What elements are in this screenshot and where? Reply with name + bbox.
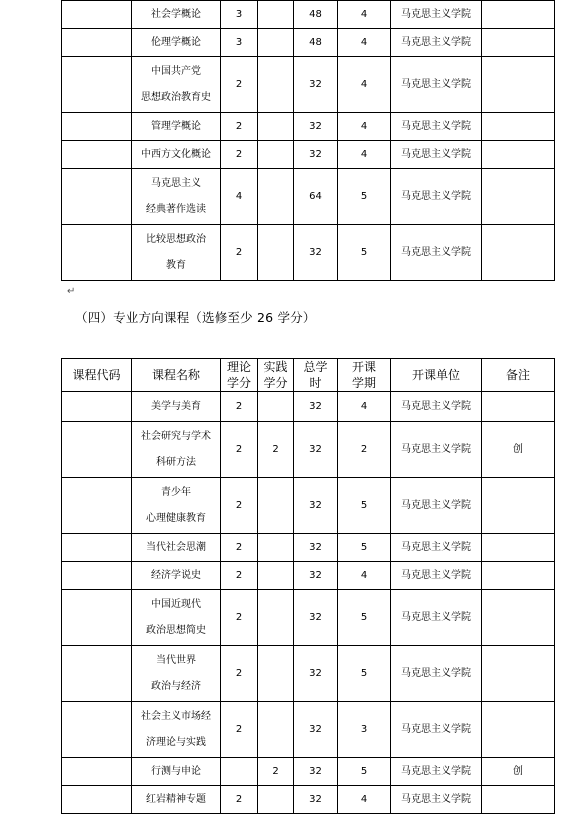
cell-code [62,422,132,478]
table-row [62,1,555,29]
cell-practice: 2 [258,422,294,478]
table-row [62,29,555,57]
cell-hours: 32 [294,646,338,702]
cell-semester: 5 [338,534,391,562]
course-name-line: 伦理学概论 [151,36,201,48]
cell-hours: 32 [294,225,338,281]
course-name-line: 思想政治教育史 [141,91,211,103]
header-unit: 开课单位 [391,359,482,392]
cell-code [62,29,132,57]
cell-hours: 48 [294,1,338,29]
cell-theory: 2 [221,141,258,169]
cell-unit: 马克思主义学院 [391,562,482,590]
cell-semester: 5 [338,478,391,534]
course-name-line: 管理学概论 [151,120,201,132]
cell-practice [258,562,294,590]
cell-unit: 马克思主义学院 [391,169,482,225]
cell-note [482,702,555,758]
course-name-line: 政治与经济 [151,680,201,692]
cell-unit: 马克思主义学院 [391,1,482,29]
cell-unit: 马克思主义学院 [391,646,482,702]
cell-unit: 马克思主义学院 [391,478,482,534]
cell-note [482,534,555,562]
table-row [62,141,555,169]
course-name-line: 中西方文化概论 [141,148,211,160]
cell-semester: 4 [338,141,391,169]
cell-theory: 2 [221,392,258,422]
table-row [62,758,555,786]
cell-code [62,758,132,786]
cell-note [482,57,555,113]
course-name-line: 社会研究与学术 [141,430,211,442]
course-name-line: 行测与申论 [151,765,201,777]
cell-hours: 32 [294,422,338,478]
cell-name [132,534,221,562]
cell-code [62,478,132,534]
table-row [62,786,555,814]
cell-note [482,646,555,702]
cell-practice [258,786,294,814]
cell-practice [258,392,294,422]
cell-name [132,702,221,758]
cell-practice [258,57,294,113]
course-name-line: 马克思主义 [151,177,201,189]
course-name-line: 心理健康教育 [146,512,206,524]
cell-theory: 2 [221,646,258,702]
cell-note [482,562,555,590]
cell-note [482,392,555,422]
cell-unit: 马克思主义学院 [391,758,482,786]
cell-unit: 马克思主义学院 [391,702,482,758]
cell-practice [258,113,294,141]
cell-hours: 48 [294,29,338,57]
course-name-line: 科研方法 [156,456,196,468]
cell-semester: 4 [338,29,391,57]
cell-practice [258,646,294,702]
header-course-code: 课程代码 [62,359,132,392]
cell-code [62,57,132,113]
cell-semester: 5 [338,169,391,225]
course-name-line: 美学与美育 [151,400,201,412]
cell-code [62,1,132,29]
cell-semester: 5 [338,225,391,281]
cell-theory: 4 [221,169,258,225]
cell-hours: 32 [294,590,338,646]
cell-theory: 2 [221,590,258,646]
cell-practice [258,225,294,281]
cell-note [482,590,555,646]
table-row [62,169,555,225]
cell-practice [258,141,294,169]
cell-note [482,113,555,141]
cell-code [62,392,132,422]
cell-hours: 32 [294,786,338,814]
table-row [62,590,555,646]
cell-name [132,1,221,29]
cell-practice [258,590,294,646]
cell-semester: 4 [338,1,391,29]
cell-theory: 2 [221,478,258,534]
header-practice-credits: 实践 学分 [258,359,294,392]
cell-name [132,758,221,786]
cell-semester: 3 [338,702,391,758]
cell-semester: 5 [338,646,391,702]
cell-semester: 5 [338,758,391,786]
cell-code [62,786,132,814]
course-name-line: 济理论与实践 [146,736,206,748]
table-row [62,422,555,478]
course-name-line: 比较思想政治 [146,233,206,245]
cell-hours: 64 [294,169,338,225]
table-row [62,57,555,113]
table-row [62,225,555,281]
cell-theory: 2 [221,786,258,814]
cell-theory: 2 [221,113,258,141]
cell-hours: 32 [294,141,338,169]
header-semester: 开课 学期 [338,359,391,392]
cell-name [132,169,221,225]
cell-unit: 马克思主义学院 [391,225,482,281]
cell-note [482,29,555,57]
header-theory-credits: 理论 学分 [221,359,258,392]
course-name-line: 教育 [166,259,186,271]
course-name-line: 中国近现代 [151,598,201,610]
cell-unit: 马克思主义学院 [391,392,482,422]
cell-theory: 2 [221,702,258,758]
cell-unit: 马克思主义学院 [391,141,482,169]
table-row [62,646,555,702]
cell-note: 创 [482,758,555,786]
cell-semester: 4 [338,57,391,113]
course-name-line: 青少年 [161,486,191,498]
cell-note [482,478,555,534]
cell-hours: 32 [294,534,338,562]
cell-note [482,786,555,814]
cell-code [62,169,132,225]
cell-code [62,646,132,702]
table-row [62,702,555,758]
cell-semester: 4 [338,562,391,590]
cell-code [62,562,132,590]
course-name-line: 经济学说史 [151,569,201,581]
cell-name [132,590,221,646]
cell-practice [258,534,294,562]
cell-unit: 马克思主义学院 [391,590,482,646]
cell-unit: 马克思主义学院 [391,534,482,562]
header-total-hours: 总学 时 [294,359,338,392]
cell-name [132,478,221,534]
cell-name [132,392,221,422]
cell-semester: 4 [338,786,391,814]
cell-code [62,590,132,646]
cell-theory: 2 [221,57,258,113]
course-name-line: 社会主义市场经 [141,710,211,722]
cell-name [132,113,221,141]
cell-note [482,225,555,281]
cell-theory: 3 [221,1,258,29]
cell-unit: 马克思主义学院 [391,786,482,814]
cell-semester: 2 [338,422,391,478]
course-name-line: 当代社会思潮 [146,541,206,553]
cell-practice [258,1,294,29]
cell-practice [258,169,294,225]
cell-theory: 2 [221,562,258,590]
section-heading: （四）专业方向课程（选修至少 26 学分） [75,310,316,325]
cell-code [62,225,132,281]
cell-theory: 2 [221,422,258,478]
cell-hours: 32 [294,57,338,113]
course-name-line: 当代世界 [156,654,196,666]
cell-semester: 5 [338,590,391,646]
cell-name [132,225,221,281]
cell-hours: 32 [294,478,338,534]
cell-practice: 2 [258,758,294,786]
cell-semester: 4 [338,392,391,422]
course-table-top [61,0,555,281]
cell-name [132,29,221,57]
cell-code [62,534,132,562]
cell-practice [258,29,294,57]
cell-hours: 32 [294,758,338,786]
cell-theory: 2 [221,225,258,281]
cell-code [62,702,132,758]
course-name-line: 政治思想简史 [146,624,206,636]
cell-note [482,169,555,225]
cell-theory [221,758,258,786]
cell-hours: 32 [294,702,338,758]
cell-hours: 32 [294,113,338,141]
cell-practice [258,702,294,758]
table-header-row [62,359,555,392]
cell-name [132,786,221,814]
cell-theory: 3 [221,29,258,57]
course-name-line: 红岩精神专题 [146,793,206,805]
cell-code [62,113,132,141]
cell-unit: 马克思主义学院 [391,422,482,478]
cell-semester: 4 [338,113,391,141]
cell-name [132,646,221,702]
cell-name [132,422,221,478]
cell-unit: 马克思主义学院 [391,29,482,57]
cell-theory: 2 [221,534,258,562]
table-row [62,478,555,534]
header-course-name: 课程名称 [132,359,221,392]
course-name-line: 经典著作选读 [146,203,206,215]
table-row [62,113,555,141]
cell-practice [258,478,294,534]
cell-unit: 马克思主义学院 [391,113,482,141]
table-row [62,392,555,422]
table-row [62,534,555,562]
cell-note [482,141,555,169]
cell-unit: 马克思主义学院 [391,57,482,113]
header-note: 备注 [482,359,555,392]
course-name-line: 中国共产党 [151,65,201,77]
cell-note: 创 [482,422,555,478]
cell-hours: 32 [294,562,338,590]
cell-name [132,141,221,169]
cell-name [132,57,221,113]
table-row [62,562,555,590]
cell-name [132,562,221,590]
paragraph-mark: ↵ [67,286,76,297]
course-table-elective [61,358,555,814]
course-name-line: 社会学概论 [151,8,201,20]
cell-code [62,141,132,169]
cell-hours: 32 [294,392,338,422]
cell-note [482,1,555,29]
